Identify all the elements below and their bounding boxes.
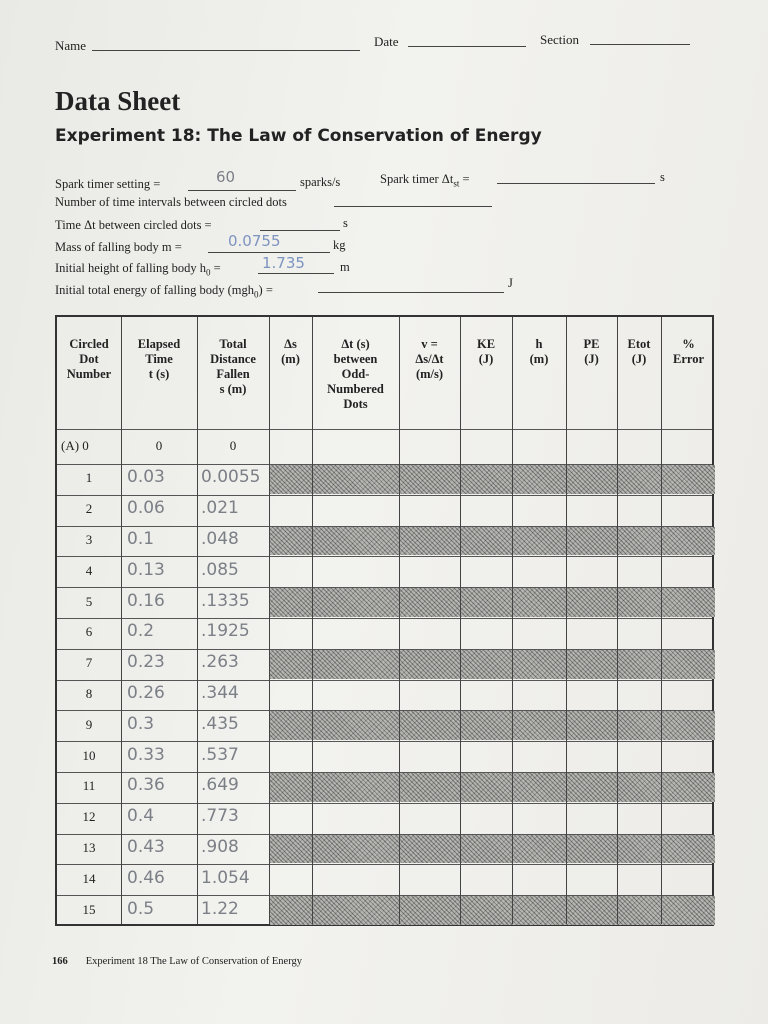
- energy-unit: J: [508, 276, 513, 290]
- column-divider: [197, 317, 198, 924]
- spark-dt-field[interactable]: [497, 183, 655, 184]
- column-divider: [661, 317, 662, 924]
- dot-number: 9: [85, 716, 93, 732]
- header-velocity: [399, 337, 460, 382]
- distance-fallen: .1335: [201, 590, 250, 611]
- header-line: Numbered: [327, 382, 384, 396]
- header-line: Distance: [210, 352, 256, 366]
- column-divider: [512, 317, 513, 924]
- row-divider: [57, 429, 712, 430]
- header-pe: [566, 337, 617, 367]
- shaded-row: [270, 588, 715, 617]
- shaded-row: [270, 835, 715, 864]
- spark-dt-text: Spark timer Δt: [380, 172, 454, 186]
- header-delta-s: [269, 337, 312, 367]
- header-delta-t: [312, 337, 399, 412]
- header-line: Circled: [69, 337, 109, 351]
- header-line: (m): [529, 352, 549, 366]
- header-line: (J): [478, 352, 494, 366]
- elapsed-time: 0.4: [127, 806, 155, 827]
- header-h: [512, 337, 566, 367]
- distance-fallen: .048: [201, 529, 239, 549]
- spark-setting-field[interactable]: [188, 190, 296, 191]
- dot-number: 11: [82, 778, 96, 794]
- name-label: Name: [55, 38, 87, 53]
- elapsed-time: 0.2: [127, 621, 155, 642]
- header-line: Etot: [627, 337, 651, 351]
- height-equals: =: [213, 261, 221, 275]
- shaded-row: [270, 527, 715, 556]
- dot-number: 1: [85, 470, 93, 486]
- distance-fallen: 1.054: [201, 867, 250, 888]
- header-ke: [460, 337, 512, 367]
- page-footer: [52, 956, 302, 967]
- header-error: [661, 337, 716, 367]
- shaded-row: [270, 773, 715, 802]
- header-distance: [197, 337, 269, 397]
- dot-number: 15: [82, 901, 96, 917]
- elapsed-time: 0: [155, 437, 163, 453]
- header-line: Δs: [284, 337, 297, 351]
- distance-fallen: .263: [201, 652, 239, 673]
- experiment-title: Experiment 18: The Law of Conservation of Energy: [55, 126, 542, 146]
- header-time: [121, 337, 197, 382]
- spark-setting-label: Spark timer setting =: [55, 177, 161, 191]
- elapsed-time: 0.33: [127, 744, 165, 765]
- dt-field[interactable]: [260, 230, 340, 231]
- shaded-row: [270, 711, 715, 740]
- header-line: PE: [583, 337, 600, 351]
- dot-number: 8: [85, 686, 93, 701]
- header-line: Dot: [79, 352, 99, 366]
- dot-number: 2: [85, 501, 93, 517]
- column-divider: [617, 317, 618, 924]
- header-line: Δs/Δt: [415, 352, 444, 366]
- row-divider: [57, 803, 712, 804]
- name-field[interactable]: [92, 50, 360, 51]
- row-divider: [57, 864, 712, 865]
- dt-label: Time Δt between circled dots =: [55, 218, 212, 232]
- header-etot: [617, 337, 661, 367]
- spark-dt-equals: =: [462, 172, 470, 186]
- header-line: KE: [476, 337, 496, 351]
- height-subscript: 0: [206, 267, 211, 278]
- shaded-row: [270, 650, 715, 679]
- elapsed-time: 0.16: [127, 590, 165, 611]
- distance-fallen: .085: [201, 559, 239, 580]
- date-field[interactable]: [408, 46, 526, 47]
- height-field[interactable]: [258, 273, 334, 274]
- page-number: 166: [52, 956, 68, 967]
- header-line: Odd-: [341, 367, 370, 381]
- intervals-label: Number of time intervals between circled dots: [55, 195, 287, 209]
- shaded-row: [270, 896, 715, 925]
- shaded-row: [270, 465, 715, 494]
- header-line: Elapsed: [137, 337, 181, 351]
- header-line: t (s): [148, 367, 170, 381]
- elapsed-time: 0.1: [127, 529, 155, 549]
- row-divider: [57, 556, 712, 557]
- row-divider: [57, 741, 712, 742]
- distance-fallen: .773: [201, 806, 239, 827]
- dot-number: 10: [82, 747, 96, 763]
- row-divider: [57, 495, 712, 496]
- distance-fallen: 0.0055: [201, 467, 261, 488]
- date-label: Date: [374, 34, 399, 49]
- elapsed-time: 0.5: [127, 898, 155, 919]
- header-dot: [57, 337, 121, 382]
- dot-number: 13: [82, 840, 96, 855]
- distance-fallen: .908: [201, 837, 239, 857]
- distance-fallen: 1.22: [201, 898, 239, 919]
- dot-number: 5: [85, 593, 93, 609]
- height-unit: m: [340, 260, 350, 274]
- column-divider: [460, 317, 461, 924]
- distance-fallen: .537: [201, 744, 239, 765]
- header-line: Fallen: [216, 367, 250, 381]
- spark-setting-unit: sparks/s: [300, 175, 341, 189]
- energy-subscript: 0: [254, 289, 259, 300]
- header-line: v =: [421, 337, 438, 351]
- section-field[interactable]: [590, 44, 690, 45]
- header-line: Dots: [343, 397, 368, 411]
- energy-text: Initial total energy of falling body (mgh: [55, 283, 255, 297]
- header-line: Time: [145, 352, 173, 366]
- page-title: Data Sheet: [55, 86, 181, 116]
- spark-dt-label: [380, 172, 470, 189]
- spark-dt-unit: s: [660, 170, 665, 184]
- column-divider: [269, 317, 270, 924]
- dt-unit: s: [343, 216, 348, 230]
- height-label: [55, 261, 221, 278]
- header-line: Error: [672, 352, 704, 366]
- elapsed-time: 0.13: [127, 559, 165, 580]
- header-line: s (m): [219, 382, 247, 396]
- dot-number: 14: [82, 870, 96, 886]
- elapsed-time: 0.23: [127, 652, 165, 673]
- header-line: h: [535, 337, 543, 351]
- header-line: Total: [219, 337, 247, 351]
- dot-number: 7: [85, 655, 93, 671]
- distance-fallen: .021: [201, 498, 239, 519]
- mass-field[interactable]: [208, 252, 330, 253]
- spark-dt-subscript: st: [453, 178, 460, 189]
- data-table: [55, 315, 714, 926]
- header-line: (m): [281, 352, 300, 366]
- dot-number: 3: [85, 532, 93, 547]
- dot-number: 12: [82, 809, 96, 825]
- energy-field[interactable]: [318, 292, 504, 293]
- section-label: Section: [540, 32, 579, 47]
- elapsed-time: 0.46: [127, 867, 165, 888]
- header-line: (J): [584, 352, 599, 366]
- distance-fallen: .435: [201, 713, 239, 734]
- header-line: (m/s): [415, 367, 444, 381]
- intervals-field[interactable]: [334, 206, 492, 207]
- row-divider: [57, 618, 712, 619]
- row-divider: [57, 680, 712, 681]
- mass-label: Mass of falling body m =: [55, 240, 182, 254]
- header-line: Number: [66, 367, 112, 381]
- height-text: Initial height of falling body h: [55, 261, 207, 275]
- column-divider: [399, 317, 400, 924]
- height-value: 1.735: [262, 254, 305, 272]
- distance-fallen: .649: [201, 775, 239, 796]
- header-line: %: [682, 337, 695, 351]
- header-line: between: [333, 352, 378, 366]
- elapsed-time: 0.06: [127, 498, 165, 519]
- energy-equals: ) =: [258, 283, 273, 297]
- mass-unit: kg: [333, 238, 346, 252]
- header-line: (J): [631, 352, 647, 366]
- spark-setting-value: 60: [216, 168, 236, 186]
- dot-number: 6: [85, 624, 93, 640]
- column-divider: [121, 317, 122, 924]
- energy-label: [55, 283, 273, 300]
- dot-number: (A) 0: [61, 437, 89, 453]
- column-divider: [566, 317, 567, 924]
- footer-text: Experiment 18 The Law of Conservation of Energy: [85, 956, 303, 967]
- distance-fallen: .344: [201, 683, 239, 703]
- elapsed-time: 0.3: [127, 713, 155, 734]
- header-line: Δt (s): [341, 337, 370, 351]
- distance-fallen: .1925: [201, 621, 250, 642]
- elapsed-time: 0.03: [127, 467, 165, 488]
- elapsed-time: 0.26: [127, 683, 165, 703]
- mass-value: 0.0755: [228, 232, 281, 250]
- elapsed-time: 0.43: [127, 837, 165, 857]
- dot-number: 4: [85, 562, 93, 578]
- distance-fallen: 0: [229, 437, 237, 453]
- column-divider: [312, 317, 313, 924]
- elapsed-time: 0.36: [127, 775, 165, 796]
